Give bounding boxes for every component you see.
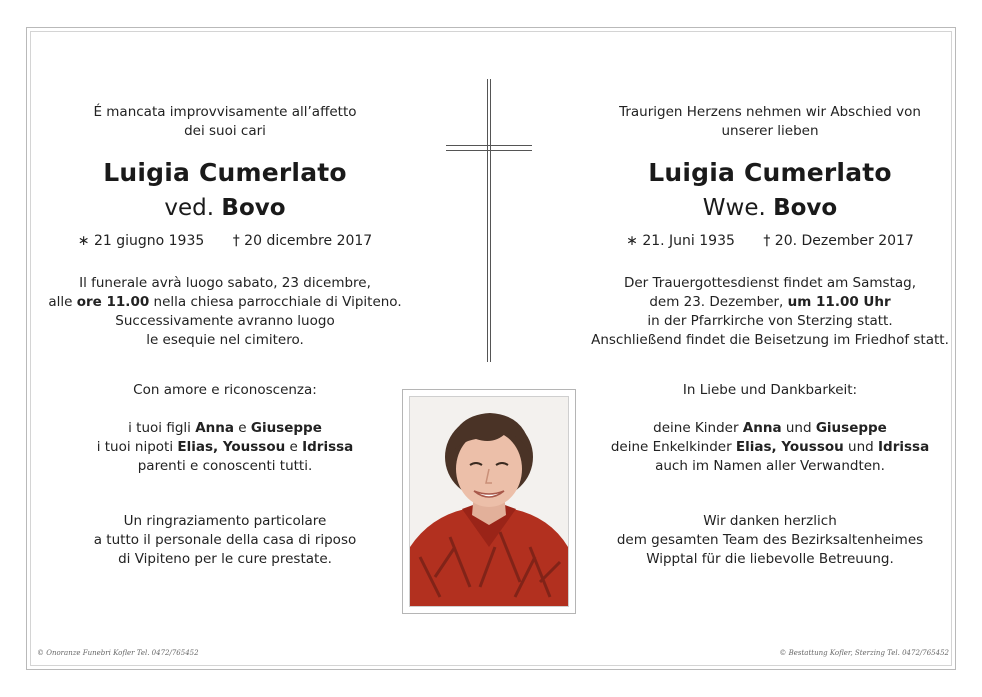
widow-prefix: Wwe. <box>702 195 766 221</box>
thanks-heading: Con amore e riconoscenza: <box>133 382 317 398</box>
funeral-line: Anschließend findet die Beisetzung im Friedhof statt. <box>591 332 949 348</box>
intro-line: É mancata improvvisamente all’affetto <box>93 104 357 120</box>
funeral-line: alle ore 11.00 nella chiesa parrocchiale di Vipiteno. <box>48 294 402 310</box>
gratitude-text <box>40 512 410 569</box>
gratitude-line: a tutto il personale della casa di riposo <box>93 532 357 548</box>
life-dates <box>40 232 410 251</box>
deceased-name: Luigia Cumerlato <box>103 158 347 187</box>
intro-line: dei suoi cari <box>184 123 266 139</box>
portrait-illustration <box>410 397 568 606</box>
funeral-time: um 11.00 Uhr <box>787 294 891 310</box>
funeral-time: ore 11.00 <box>76 294 150 310</box>
intro-line: Traurigen Herzens nehmen wir Abschied von <box>619 104 921 120</box>
funeral-info <box>585 274 955 350</box>
family-line: i tuoi figli Anna e Giuseppe <box>128 420 322 436</box>
death-date: † 20 dicembre 2017 <box>232 233 373 249</box>
portrait-frame <box>402 389 576 614</box>
intro-text <box>585 103 955 141</box>
intro-line: unserer lieben <box>721 123 819 139</box>
birth-date: ∗ 21 giugno 1935 <box>77 233 205 249</box>
funeral-line: in der Pfarrkirche von Sterzing statt. <box>647 313 893 329</box>
gratitude-line: dem gesamten Team des Bezirksaltenheimes <box>616 532 924 548</box>
family-list <box>585 419 955 476</box>
life-dates <box>585 232 955 251</box>
portrait-photo <box>409 396 569 607</box>
family-line: deine Kinder Anna und Giuseppe <box>653 420 887 436</box>
funeral-info <box>40 274 410 350</box>
family-list <box>40 419 410 476</box>
footer-credit-left: © Onoranze Funebri Kofler Tel. 0472/765452 <box>37 649 199 657</box>
funeral-line: Successivamente avranno luogo <box>115 313 335 329</box>
gratitude-line: di Vipiteno per le cure prestate. <box>118 551 332 567</box>
funeral-line: dem 23. Dezember, um 11.00 Uhr <box>649 294 891 310</box>
gratitude-line: Wipptal für die liebevolle Betreuung. <box>646 551 894 567</box>
funeral-line: le esequie nel cimitero. <box>146 332 304 348</box>
maiden-name <box>40 193 410 223</box>
funeral-line: Der Trauergottesdienst findet am Samstag, <box>623 275 917 291</box>
family-line: auch im Namen aller Verwandten. <box>655 458 885 474</box>
gratitude-text <box>585 512 955 569</box>
gratitude-line: Wir danken herzlich <box>703 513 837 529</box>
footer-credit-right: © Bestattung Kofler, Sterzing Tel. 0472/765452 <box>779 649 949 657</box>
gratitude-line: Un ringraziamento particolare <box>123 513 327 529</box>
cross-icon <box>487 79 491 362</box>
widow-prefix: ved. <box>164 195 215 221</box>
deceased-name: Luigia Cumerlato <box>648 158 892 187</box>
cross-icon-bar <box>446 145 532 151</box>
thanks-heading: In Liebe und Dankbarkeit: <box>682 382 858 398</box>
birth-date: ∗ 21. Juni 1935 <box>626 233 735 249</box>
family-line: parenti e conoscenti tutti. <box>137 458 313 474</box>
family-line: deine Enkelkinder Elias, Youssou und Idrissa <box>610 439 930 455</box>
married-surname: Bovo <box>773 195 838 221</box>
intro-text <box>40 103 410 141</box>
married-surname: Bovo <box>221 195 286 221</box>
family-line: i tuoi nipoti Elias, Youssou e Idrissa <box>96 439 354 455</box>
funeral-line: Il funerale avrà luogo sabato, 23 dicembre, <box>79 275 371 291</box>
maiden-name <box>585 193 955 223</box>
death-date: † 20. Dezember 2017 <box>763 233 914 249</box>
